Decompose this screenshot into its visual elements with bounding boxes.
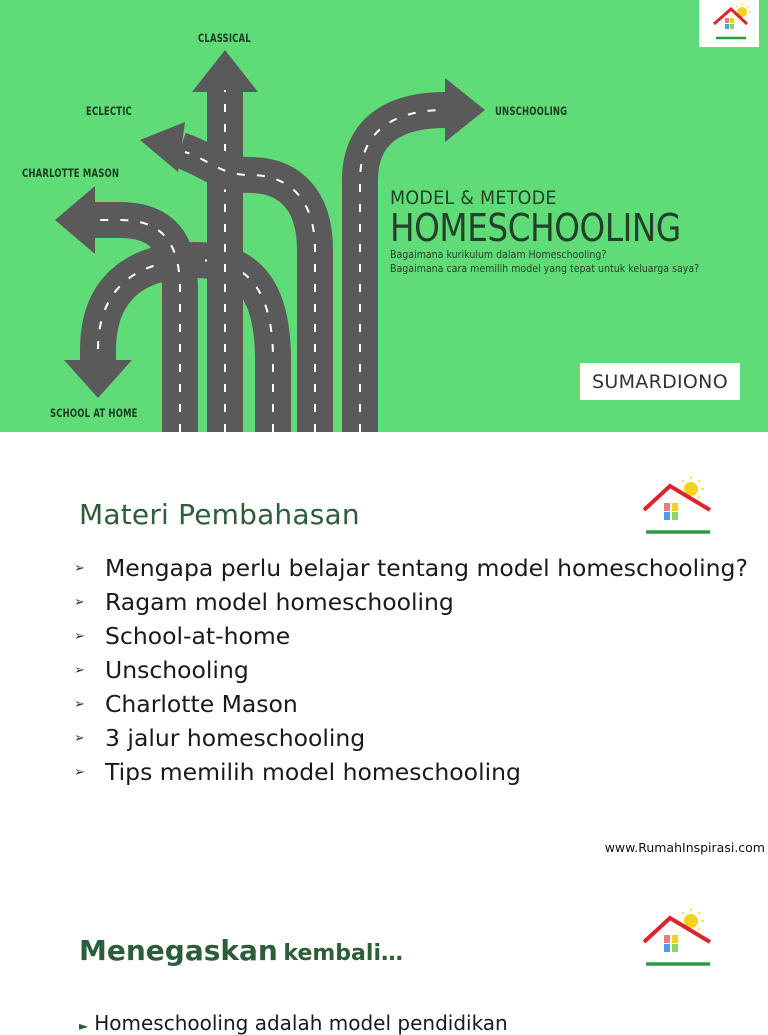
house-sun-logo-icon [636,898,716,970]
bullet-arrow-icon: ➢ [74,629,85,644]
bullet-arrow-icon: ➢ [74,765,85,780]
label-eclectic: ECLECTIC [86,104,132,118]
road-classical [192,50,258,432]
cover-title-line1: MODEL & METODE [390,187,557,209]
cover-title-line2: HOMESCHOOLING [390,206,681,250]
label-school-at-home: SCHOOL AT HOME [50,406,138,420]
list-item: ➢ Ragam model homeschooling [74,588,454,616]
list-item: ➢ School-at-home [74,622,291,650]
reaffirm-slide [0,864,768,1035]
reaffirm-title [79,934,403,967]
list-item: ➢ Unschooling [74,656,249,684]
author-badge: SUMARDIONO [580,363,740,400]
list-item: ► Homeschooling adalah model pendidikan [79,1011,508,1035]
list-item: ➢ 3 jalur homeschooling [74,724,366,752]
agenda-slide [0,432,768,864]
reaffirm-title-main: Menegaskan [79,934,278,967]
bullet-arrow-icon: ➢ [74,561,85,576]
bullet-arrow-icon: ➢ [74,663,85,678]
bullet-arrow-icon: ➢ [74,595,85,610]
list-item: ➢ Mengapa perlu belajar tentang model homeschooling? [74,554,748,582]
bullet-arrow-icon: ➢ [74,731,85,746]
agenda-title: Materi Pembahasan [79,498,360,531]
bullet-arrow-icon: ► [79,1019,89,1033]
cover-question-2: Bagaimana cara memilih model yang tepat untuk keluarga saya? [390,263,700,275]
agenda-list [74,556,748,794]
cover-title-block [390,188,734,276]
house-sun-logo-icon [699,0,759,47]
cover-question-1: Bagaimana kurikulum dalam Homeschooling? [390,249,607,261]
label-classical: CLASSICAL [198,31,251,45]
agenda-logo [636,466,716,538]
cover-slide [0,0,768,432]
label-charlotte-mason: CHARLOTTE MASON [22,166,120,180]
reaffirm-logo [636,898,716,970]
house-sun-logo-icon [636,466,716,538]
label-unschooling: UNSCHOOLING [495,104,568,118]
list-item: ➢ Tips memilih model homeschooling [74,758,521,786]
cover-logo [699,0,759,47]
list-item: ➢ Charlotte Mason [74,690,298,718]
reaffirm-title-sub: kembali… [283,941,403,966]
bullet-arrow-icon: ➢ [74,697,85,712]
website-link[interactable]: www.RumahInspirasi.com [604,840,765,855]
